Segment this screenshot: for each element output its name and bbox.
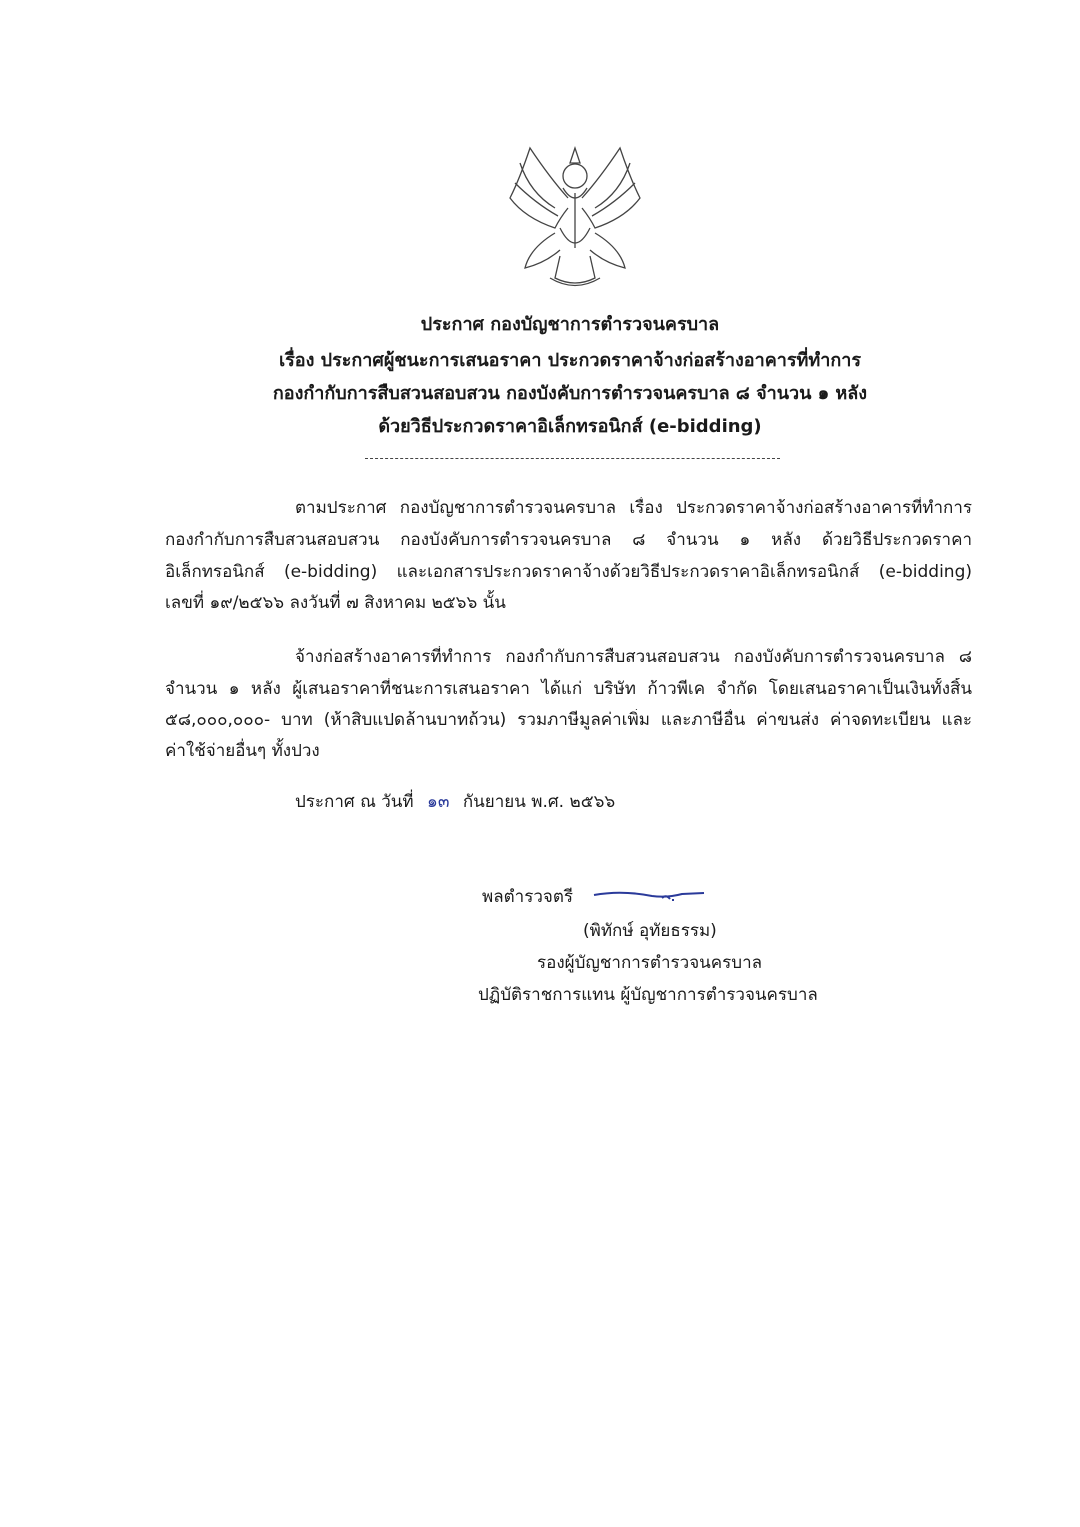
date-day: ๑๓ <box>427 792 450 812</box>
announcement-date <box>295 791 615 813</box>
paragraph-1-line: อิเล็กทรอนิกส์ (e-bidding) และเอกสารประกวดราคาจ้างด้วยวิธีประกวดราคาอิเล็กทรอนิกส์ (e-bidding) <box>165 562 972 582</box>
paragraph-2-line: ๕๘,๐๐๐,๐๐๐- บาท (ห้าสิบแปดล้านบาทถ้วน) รวมภาษีมูลค่าเพิ่ม และภาษีอื่น ค่าขนส่ง ค่าจดทะเบียน และ <box>165 710 972 730</box>
signatory-acting-for: ปฏิบัติราชการแทน ผู้บัญชาการตำรวจนครบาล <box>478 985 818 1005</box>
signatory-position: รองผู้บัญชาการตำรวจนครบาล <box>537 953 763 973</box>
subject-line-3: ด้วยวิธีประกวดราคาอิเล็กทรอนิกส์ (e-bidding) <box>378 416 762 437</box>
signatory-name: (พิทักษ์ อุทัยธรรม) <box>583 921 717 941</box>
paragraph-1-line: เลขที่ ๑๙/๒๕๖๖ ลงวันที่ ๗ สิงหาคม ๒๕๖๖ นั้น <box>165 593 506 613</box>
divider <box>365 458 780 459</box>
paragraph-2-line: จำนวน ๑ หลัง ผู้เสนอราคาที่ชนะการเสนอราคา ได้แก่ บริษัท ก้าวพีเค จำกัด โดยเสนอราคาเป็นเงินทั้งสิ้น <box>165 679 972 699</box>
handwritten-signature-icon <box>592 888 707 904</box>
date-prefix: ประกาศ ณ วันที่ <box>295 792 414 812</box>
paragraph-2-line: ค่าใช้จ่ายอื่นๆ ทั้งปวง <box>165 741 320 761</box>
paragraph-1-line: กองกำกับการสืบสวนสอบสวน กองบังคับการตำรวจนครบาล ๘ จำนวน ๑ หลัง ด้วยวิธีประกวดราคา <box>165 530 972 550</box>
subject-line-2: กองกำกับการสืบสวนสอบสวน กองบังคับการตำรวจนครบาล ๘ จำนวน ๑ หลัง <box>272 383 868 404</box>
subject-line-1: เรื่อง ประกาศผู้ชนะการเสนอราคา ประกวดราคาจ้างก่อสร้างอาคารที่ทำการ <box>278 350 862 371</box>
date-suffix: กันยายน พ.ศ. ๒๕๖๖ <box>462 792 616 812</box>
signatory-rank: พลตำรวจตรี <box>482 887 574 907</box>
announcement-title: ประกาศ กองบัญชาการตำรวจนครบาล <box>420 314 720 335</box>
paragraph-2-line: จ้างก่อสร้างอาคารที่ทำการ กองกำกับการสืบสวนสอบสวน กองบังคับการตำรวจนครบาล ๘ <box>295 647 972 667</box>
garuda-emblem-icon <box>500 138 650 293</box>
paragraph-1-line: ตามประกาศ กองบัญชาการตำรวจนครบาล เรื่อง ประกวดราคาจ้างก่อสร้างอาคารที่ทำการ <box>295 498 972 518</box>
